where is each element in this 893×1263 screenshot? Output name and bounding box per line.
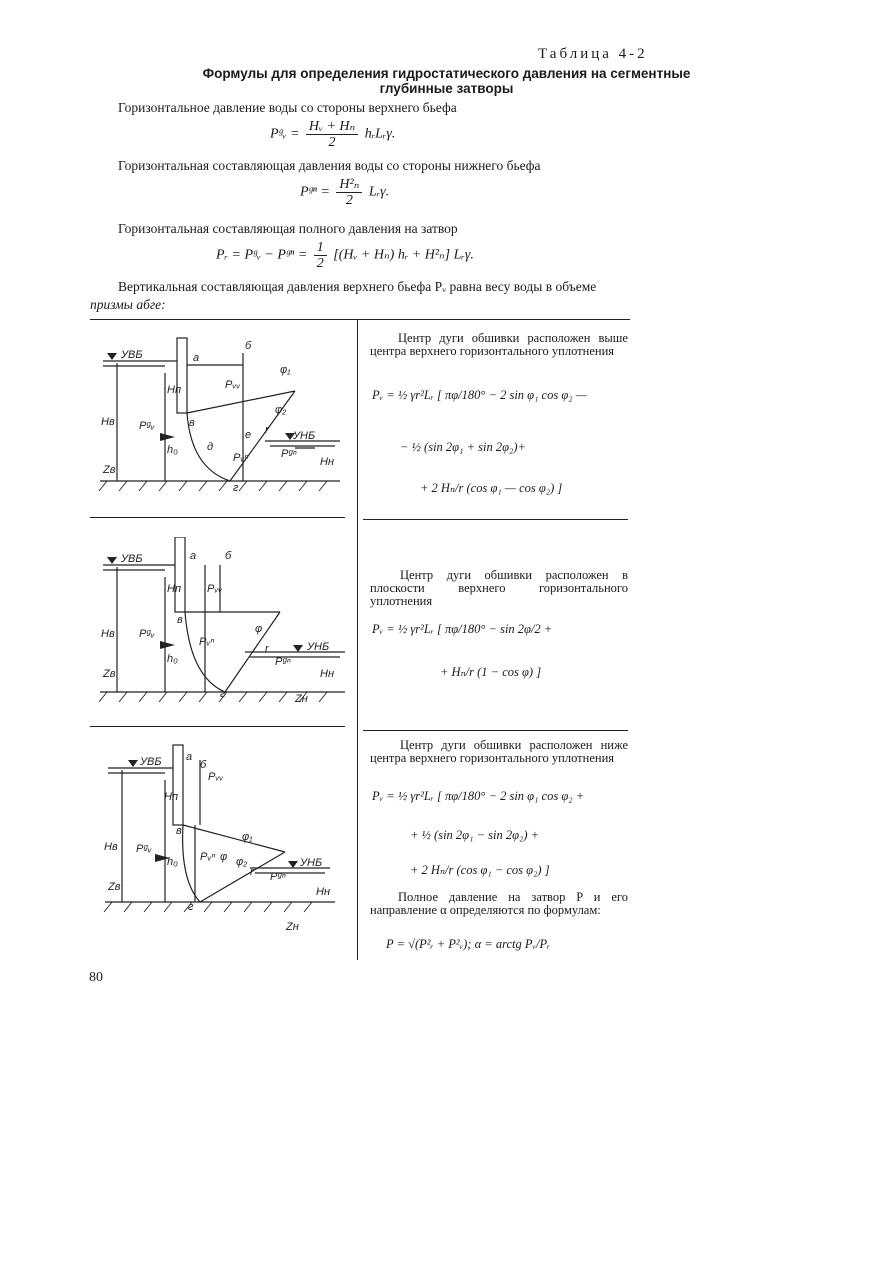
- phi-label-3: φ: [220, 851, 228, 863]
- uvb-label-2: УВБ: [121, 553, 143, 565]
- formula-3-lhs: Pᵣ = Pᵍᵥ − Pᵍⁿ =: [216, 247, 308, 263]
- row-divider-right-2: [363, 730, 628, 731]
- phi2-label: φ₂: [275, 404, 287, 416]
- formula-3-den: 2: [316, 256, 324, 271]
- radius-label-2: r: [265, 643, 269, 655]
- radius-label: r: [265, 424, 269, 436]
- h0-label-2: h₀: [167, 653, 178, 665]
- intro-paragraph-3: Горизонтальная составляющая полного давления на затвор: [118, 221, 458, 236]
- intro-paragraph-1: Горизонтальное давление воды со стороны верхнего бьефа: [118, 100, 457, 115]
- phi1-label-3: φ₁: [242, 831, 253, 843]
- point-v-label: в: [189, 417, 195, 429]
- pgn-label: Pᵍⁿ: [281, 448, 297, 460]
- point-g-label-3: г: [188, 901, 194, 913]
- row-divider-left-1: [90, 517, 345, 518]
- pvn-label-2: Pᵥⁿ: [199, 636, 215, 648]
- unb-label: УНБ: [293, 430, 316, 442]
- point-a-label: а: [193, 352, 200, 364]
- hp-label-3: Hп: [164, 791, 178, 803]
- point-a-label-2: а: [190, 550, 197, 562]
- row-2-formula-line-1: Pᵥ = ½ γr²Lᵣ [ πφ/180° − sin 2φ/2 +: [372, 622, 553, 636]
- pgv-label: Pᵍᵥ: [139, 420, 155, 432]
- formula-2-den: 2: [345, 193, 353, 208]
- intro-paragraph-2: Горизонтальная составляющая давления воды со стороны нижнего бьефа: [118, 158, 541, 173]
- radius-label-3: r: [250, 866, 254, 878]
- pvv-label-2: Pᵥᵥ: [207, 583, 223, 595]
- row-3-formula-line-3: + 2 Hₙ/r (cos φ₁ − cos φ₂) ]: [410, 863, 550, 877]
- hv-label: Hв: [101, 416, 115, 428]
- hv-label-3: Hв: [104, 841, 118, 853]
- hn-label-3: Hн: [316, 886, 330, 898]
- page-number: 80: [89, 970, 103, 985]
- point-e-label: е: [245, 429, 252, 441]
- row-1-formula-line-2: − ½ (sin 2φ₁ + sin 2φ₂)+: [400, 440, 526, 454]
- row-divider-left-2: [90, 726, 345, 727]
- zn-label-2: Zн: [295, 693, 308, 705]
- zv-label: Zв: [103, 464, 116, 476]
- phi1-label: φ₁: [280, 364, 291, 376]
- h0-label: h₀: [167, 444, 178, 456]
- row-1-formula-line-3: + 2 Hₙ/r (cos φ₁ — cos φ₂) ]: [420, 481, 563, 495]
- point-v-label-2: в: [177, 614, 183, 626]
- hv-label-2: Hв: [101, 628, 115, 640]
- zn-label-3: Zн: [286, 921, 299, 933]
- pgv-label-3: Pᵍᵥ: [136, 843, 152, 855]
- row-1-formula-line-1: Pᵥ = ½ γr²Lᵣ [ πφ/180° − 2 sin φ₁ cos φ₂ —: [372, 388, 587, 402]
- point-a-label-3: а: [186, 751, 193, 763]
- row-3-formula-line-2: + ½ (sin 2φ₁ − sin 2φ₂) +: [410, 828, 540, 842]
- point-d-label: д: [207, 441, 214, 453]
- pvn-label-3: Pᵥⁿ: [200, 851, 216, 863]
- unb-label-3: УНБ: [300, 857, 323, 869]
- row-divider-right-1: [363, 519, 628, 520]
- unb-label-2: УНБ: [307, 641, 330, 653]
- row-3-extra-text: Полное давление на затвор P и его направление α определяются по формулам:: [370, 890, 628, 917]
- point-g-label: г: [233, 482, 239, 493]
- row-3-formula-line-1: Pᵥ = ½ γr²Lᵣ [ πφ/180° − 2 sin φ₁ cos φ₂ +: [372, 789, 585, 803]
- row-2-formula-line-2: + Hₙ/r (1 − cos φ) ]: [440, 665, 542, 679]
- formula-2-num: H²ₙ: [336, 177, 362, 193]
- formula-1-num: Hᵥ + Hₙ: [306, 119, 358, 135]
- formula-3-rhs: [(Hᵥ + Hₙ) hᵣ + H²ₙ] Lᵣγ.: [333, 247, 474, 263]
- point-b-label-2: б: [225, 550, 232, 562]
- pvn-label: Pᵥⁿ: [233, 452, 249, 464]
- phi2-label-3: φ₂: [236, 856, 248, 868]
- hp-label-2: Hп: [167, 583, 181, 595]
- gate-diagram-2: [95, 537, 350, 707]
- table-label: Таблица 4-2: [538, 46, 648, 62]
- formula-1: [270, 119, 395, 150]
- zv-label-2: Zв: [103, 668, 116, 680]
- formula-1-rhs: hᵣLᵣγ.: [364, 126, 396, 142]
- pgn-label-3: Pᵍⁿ: [270, 871, 286, 883]
- formula-3: [216, 240, 474, 271]
- formula-3-num: 1: [314, 240, 327, 256]
- intro-paragraph-4: Вертикальная составляющая давления верхнего бьефа Pᵥ равна весу воды в объеме: [118, 279, 597, 294]
- uvb-label: УВБ: [121, 349, 143, 361]
- pgn-label-2: Pᵍⁿ: [275, 656, 291, 668]
- point-b-label-3: б: [200, 759, 207, 771]
- table-column-divider: [357, 320, 358, 960]
- row-3-extra-formula: P = √(P²ᵣ + P²ᵥ); α = arctg Pᵥ/Pᵣ: [386, 937, 551, 951]
- table-title: [0, 66, 893, 96]
- formula-2-rhs: Lᵣγ.: [368, 184, 390, 200]
- hp-label: Hп: [167, 384, 181, 396]
- point-v-label-3: в: [176, 825, 182, 837]
- title-line-1: Формулы для определения гидростатического давления на сегментные: [202, 66, 691, 81]
- gate-diagram-3: [100, 740, 350, 935]
- point-g-label-2: г: [220, 688, 226, 700]
- pvv-label: Pᵥᵥ: [225, 379, 241, 391]
- phi-label-2: φ: [255, 623, 263, 635]
- formula-2-lhs: Pᵍⁿ =: [300, 184, 330, 200]
- title-line-2: глубинные затворы: [379, 81, 514, 96]
- pgv-label-2: Pᵍᵥ: [139, 628, 155, 640]
- zv-label-3: Zв: [108, 881, 121, 893]
- hn-label-2: Hн: [320, 668, 334, 680]
- row-1-description: Центр дуги обшивки расположен выше центра верхнего горизонтального уплотнения: [370, 331, 628, 358]
- intro-paragraph-4b: призмы абге:: [90, 297, 166, 312]
- pvv-label-3: Pᵥᵥ: [208, 771, 224, 783]
- gate-diagram-1: [95, 333, 350, 493]
- point-b-label: б: [245, 340, 252, 352]
- uvb-label-3: УВБ: [140, 756, 162, 768]
- hn-label: Hн: [320, 456, 334, 468]
- row-3-description: Центр дуги обшивки расположен ниже центра верхнего горизонтального уплотнения: [370, 738, 628, 765]
- formula-2: [300, 177, 389, 208]
- h0-label-3: h₀: [167, 856, 178, 868]
- table-top-rule: [90, 319, 630, 320]
- row-2-description: Центр дуги обшивки расположен в плоскости верхнего горизонтального уплотнения: [370, 568, 628, 608]
- formula-1-lhs: Pᵍᵥ =: [270, 126, 300, 142]
- formula-1-den: 2: [328, 135, 336, 150]
